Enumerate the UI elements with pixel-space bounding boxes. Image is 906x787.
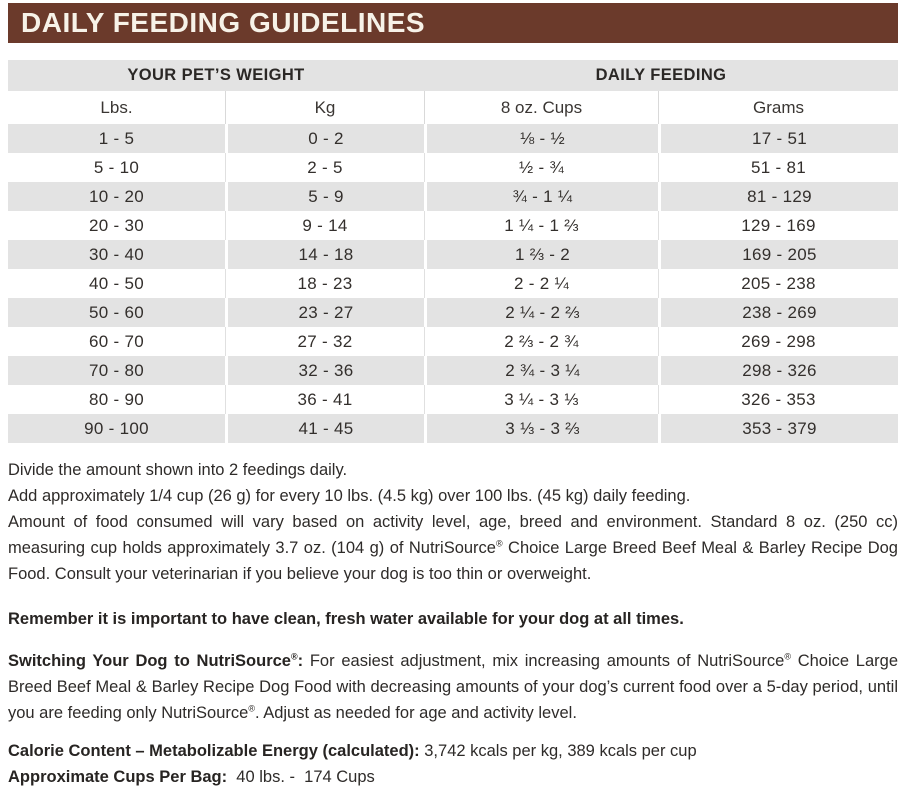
- note-switching: [8, 648, 898, 726]
- title-bar: [8, 3, 898, 43]
- note-add-over-100lbs: Add approximately 1/4 cup (26 g) for every 10 lbs. (4.5 kg) over 100 lbs. (45 kg) daily feeding.: [8, 487, 691, 505]
- note-divide-feedings: Divide the amount shown into 2 feedings daily.: [8, 461, 348, 479]
- table-cell: 129 - 169: [658, 211, 898, 240]
- table-cell: 0 - 2: [225, 124, 424, 153]
- table-row: [8, 269, 898, 298]
- table-cell: 10 - 20: [8, 182, 225, 211]
- table-row: [8, 211, 898, 240]
- calorie-heading: Calorie Content – Metabolizable Energy (calculated):: [8, 742, 420, 760]
- table-cell: 9 - 14: [225, 211, 424, 240]
- notes-section: [8, 457, 898, 787]
- column-header-cups: 8 oz. Cups: [424, 91, 658, 124]
- table-cell: 3 ¼ - 3 ⅓: [424, 385, 658, 414]
- table-row: [8, 182, 898, 211]
- table-cell: 81 - 129: [658, 182, 898, 211]
- switching-heading: Switching Your Dog to NutriSource®:: [8, 651, 304, 670]
- table-cell: ¾ - 1 ¼: [424, 182, 658, 211]
- table-cell: 30 - 40: [8, 240, 225, 269]
- table-row: [8, 385, 898, 414]
- page-title: DAILY FEEDING GUIDELINES: [21, 7, 426, 38]
- table-cell: 2 - 5: [225, 153, 424, 182]
- table-cell: 20 - 30: [8, 211, 225, 240]
- cups-per-bag-value: 40 lbs. - 174 Cups: [227, 768, 375, 786]
- table-cell: 40 - 50: [8, 269, 225, 298]
- table-cell: 2 ⅔ - 2 ¾: [424, 327, 658, 356]
- calorie-value: 3,742 kcals per kg, 389 kcals per cup: [419, 742, 697, 760]
- table-cell: 23 - 27: [225, 298, 424, 327]
- table-body: [8, 124, 898, 443]
- table-row: [8, 356, 898, 385]
- table-row: [8, 298, 898, 327]
- table-cell: 18 - 23: [225, 269, 424, 298]
- cups-per-bag-heading: Approximate Cups Per Bag:: [8, 768, 228, 786]
- note-calorie-content: [8, 738, 898, 764]
- table-cell: 1 ¼ - 1 ⅔: [424, 211, 658, 240]
- table-cell: 238 - 269: [658, 298, 898, 327]
- column-header-grams: Grams: [658, 91, 898, 124]
- table-row: [8, 414, 898, 443]
- column-header-kg: Kg: [225, 91, 424, 124]
- table-cell: 205 - 238: [658, 269, 898, 298]
- table-cell: 1 - 5: [8, 124, 225, 153]
- table-row: [8, 124, 898, 153]
- column-header-lbs: Lbs.: [100, 97, 133, 117]
- table-cell: 5 - 9: [225, 182, 424, 211]
- table-cell: 80 - 90: [8, 385, 225, 414]
- table-cell: 14 - 18: [225, 240, 424, 269]
- table-cell: 51 - 81: [658, 153, 898, 182]
- table-cell: 169 - 205: [658, 240, 898, 269]
- table-cell: 326 - 353: [658, 385, 898, 414]
- table-group-header-row: [8, 60, 898, 91]
- table-row: [8, 240, 898, 269]
- table-cell: 2 ¾ - 3 ¼: [424, 356, 658, 385]
- table-cell: 2 - 2 ¼: [424, 269, 658, 298]
- table-cell: 5 - 10: [8, 153, 225, 182]
- fresh-water-text: Remember it is important to have clean, fresh water available for your dog at all times.: [8, 610, 684, 628]
- table-cell: 3 ⅓ - 3 ⅔: [424, 414, 658, 443]
- table-cell: 298 - 326: [658, 356, 898, 385]
- note-amount-varies: Amount of food consumed will vary based on activity level, age, breed and environment. Standard 8 oz. (250 cc) measuring cup holds approximately 3.7 oz. (104 g) of NutriSource® Choice Large Breed Beef Meal & Barley Recipe Dog Food. Consult your veterinarian if you believe your dog is too thin or overweight.: [8, 513, 898, 583]
- group-header-daily-feeding: DAILY FEEDING: [595, 66, 727, 84]
- table-cell: ½ - ¾: [424, 153, 658, 182]
- table-cell: 50 - 60: [8, 298, 225, 327]
- table-row: [8, 327, 898, 356]
- table-cell: 353 - 379: [658, 414, 898, 443]
- table-cell: 60 - 70: [8, 327, 225, 356]
- table-cell: 41 - 45: [225, 414, 424, 443]
- table-cell: 2 ¼ - 2 ⅔: [424, 298, 658, 327]
- table-cell: 27 - 32: [225, 327, 424, 356]
- table-cell: 90 - 100: [8, 414, 225, 443]
- table-cell: 70 - 80: [8, 356, 225, 385]
- table-cell: ⅛ - ½: [424, 124, 658, 153]
- switching-body: For easiest adjustment, mix increasing amounts of NutriSource® Choice Large Breed Beef Meal & Barley Recipe Dog Food with decreasing amounts of your dog’s current food over a 5-day period, until you are feeding only NutriSource®. Adjust as needed for age and activity level.: [8, 651, 898, 722]
- table-cell: 36 - 41: [225, 385, 424, 414]
- group-header-pet-weight: YOUR PET’S WEIGHT: [127, 66, 305, 84]
- table-cell: 1 ⅔ - 2: [424, 240, 658, 269]
- note-fresh-water: [8, 606, 898, 632]
- note-cups-per-bag: [8, 764, 898, 787]
- feeding-table: [8, 60, 898, 443]
- table-column-header-row: [8, 91, 898, 124]
- table-cell: 32 - 36: [225, 356, 424, 385]
- table-cell: 269 - 298: [658, 327, 898, 356]
- table-cell: 17 - 51: [658, 124, 898, 153]
- table-row: [8, 153, 898, 182]
